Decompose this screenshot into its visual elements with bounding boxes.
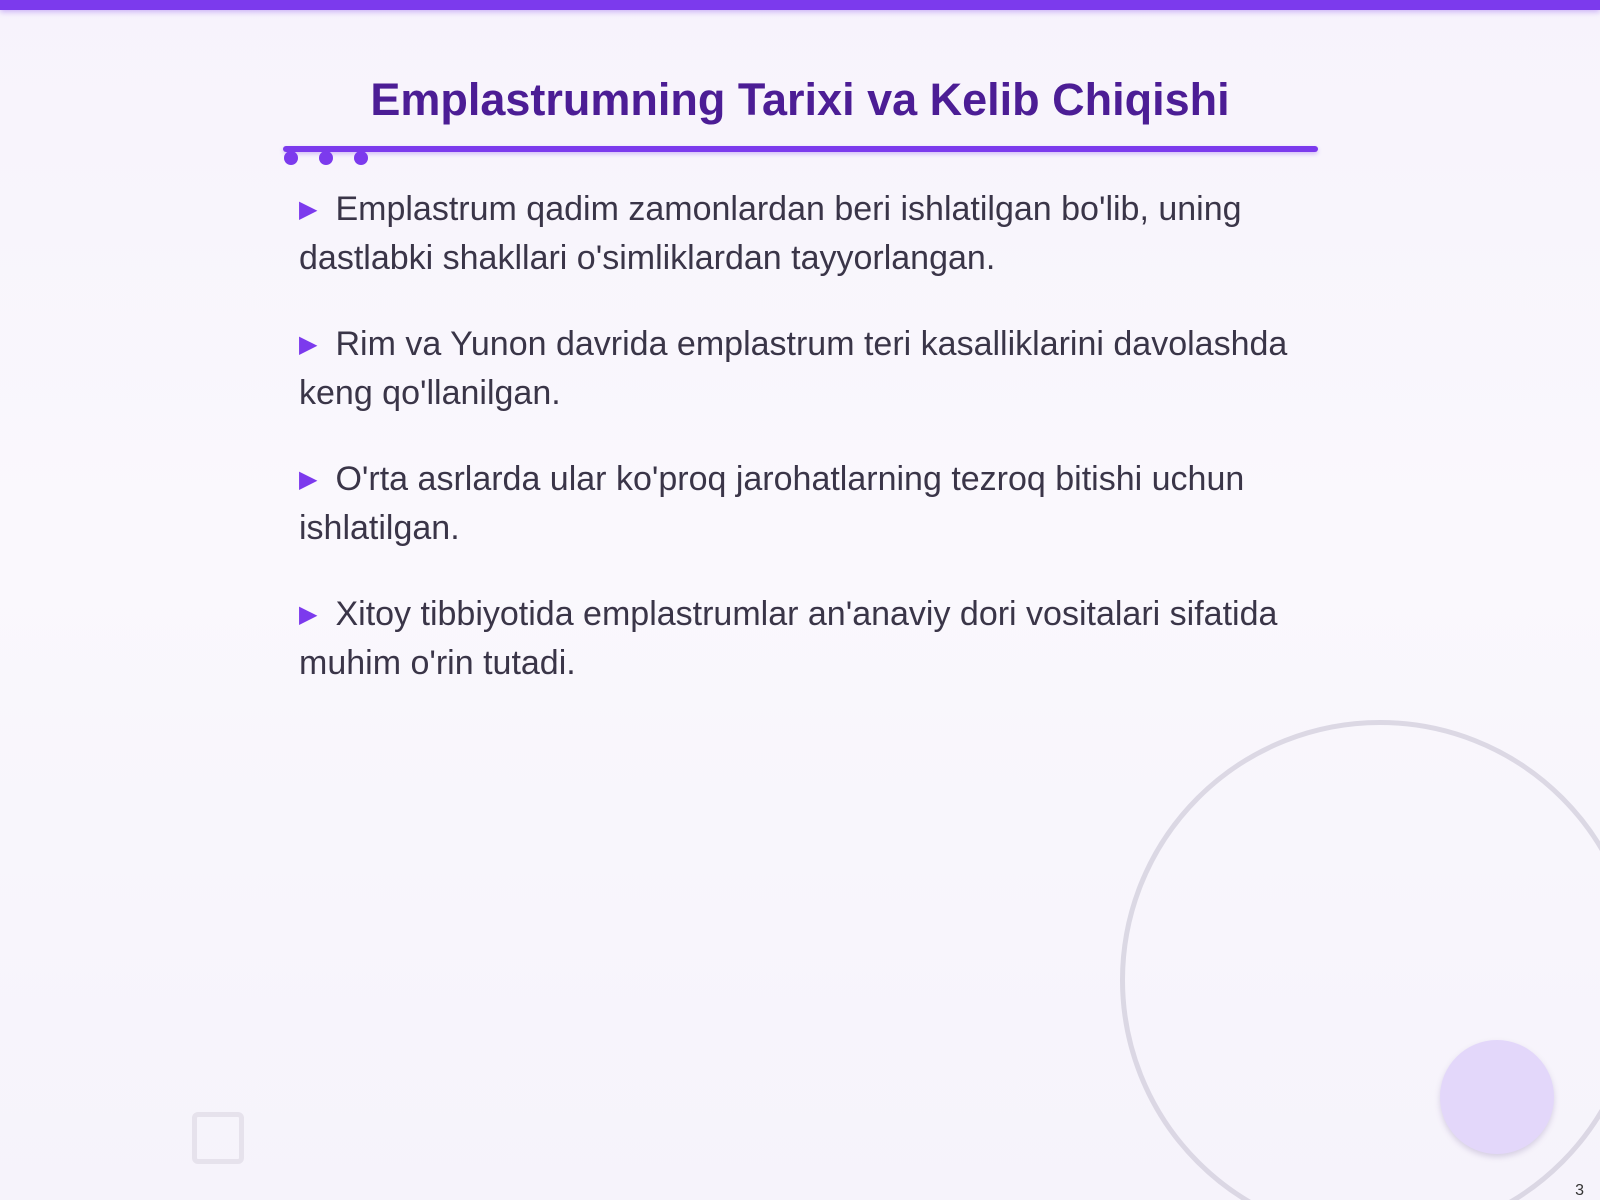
bullet-text: O'rta asrlarda ular ko'proq jarohatlarning tezroq bitishi uchun ishlatilgan. (299, 460, 1245, 547)
decorative-dot (354, 151, 368, 165)
bullet-item (299, 455, 1299, 552)
bullet-list (299, 185, 1299, 725)
bullet-item (299, 185, 1299, 282)
decorative-dot (284, 151, 298, 165)
decorative-dot (319, 151, 333, 165)
bullet-item (299, 320, 1299, 417)
decorative-square-outline (192, 1112, 244, 1164)
bullet-text: Emplastrum qadim zamonlardan beri ishlatilgan bo'lib, uning dastlabki shakllari o'simliklardan tayyorlangan. (299, 190, 1242, 277)
play-triangle-icon: ▶ (299, 466, 318, 493)
top-accent-bar (0, 0, 1600, 10)
bullet-item (299, 590, 1299, 687)
bullet-text: Rim va Yunon davrida emplastrum teri kasalliklarini davolashda keng qo'llanilgan. (299, 325, 1288, 412)
page-number: 3 (1575, 1182, 1584, 1199)
decorative-circle-filled (1440, 1040, 1554, 1154)
title-underline (283, 146, 1318, 152)
play-triangle-icon: ▶ (299, 196, 318, 223)
play-triangle-icon: ▶ (299, 601, 318, 628)
bullet-text: Xitoy tibbiyotida emplastrumlar an'anaviy dori vositalari sifatida muhim o'rin tutadi. (299, 595, 1278, 682)
slide-title: Emplastrumning Tarixi va Kelib Chiqishi (370, 74, 1230, 125)
play-triangle-icon: ▶ (299, 331, 318, 358)
